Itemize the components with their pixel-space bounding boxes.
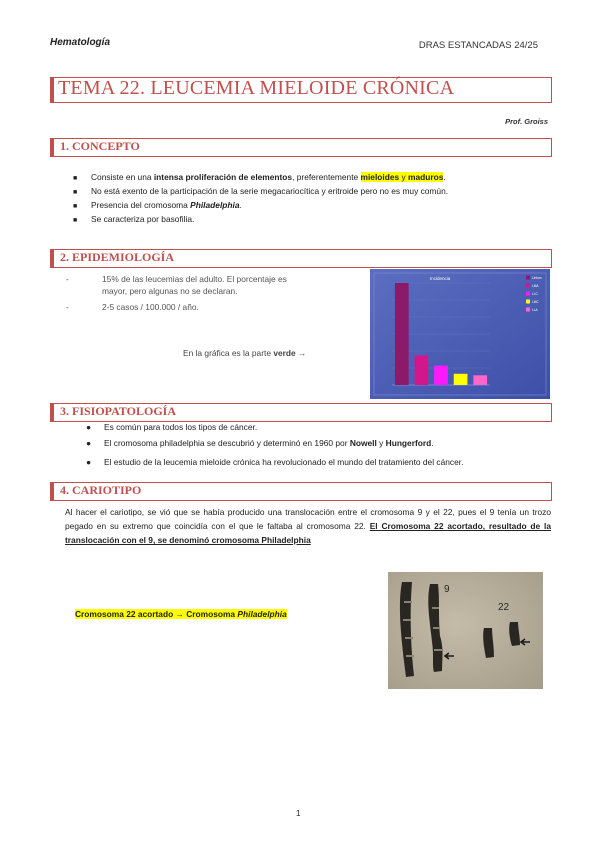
label-9: 9: [444, 584, 450, 595]
dash-marker: -: [66, 302, 69, 312]
bullet-square: ■: [73, 217, 78, 224]
course-header: DRAS ESTANCADAS 24/25: [418, 40, 538, 51]
section-1-heading: 1. CONCEPTO: [60, 139, 140, 153]
legend-swatch-1: [526, 276, 530, 280]
legend-swatch-4: [526, 300, 530, 304]
fisiopatologia-bullet-3: El estudio de la leucemia mieloide crónica ha revolucionado el mundo del tratamiento del cáncer.: [104, 457, 464, 467]
epidemiologia-bullet-1a: 15% de las leucemias del adulto. El porcentaje es: [102, 274, 287, 284]
fisiopatologia-bullet-1: Es común para todos los tipos de cáncer.: [104, 422, 258, 432]
chart-bar-1: [395, 283, 409, 385]
legend-label-3: LLC: [532, 292, 538, 296]
subject-header: Hematología: [50, 37, 111, 48]
page-number: 1: [296, 809, 301, 818]
concepto-bullet-4: Se caracteriza por basofilia.: [91, 214, 195, 224]
chart-note: En la gráfica es la parte verde →: [183, 348, 307, 358]
legend-swatch-5: [526, 308, 530, 312]
concepto-bullet-2: No está exento de la participación de la serie megacariocítica y eritroide pero no es muy común.: [91, 186, 449, 196]
section-4-heading: 4. CARIOTIPO: [60, 483, 142, 497]
fisiopatologia-bullet-2: El cromosoma philadelphia se descubrió y determinó en 1960 por Nowell y Hungerford.: [104, 438, 434, 448]
bullet-dot: ●: [86, 457, 92, 467]
bullet-square: ■: [73, 189, 78, 196]
dash-marker: -: [66, 274, 69, 284]
cariotipo-paragraph: Al hacer el cariotipo, se vió que se había producido una translocación entre el cromosoma 9 y el 22, pues el 9 tenía un trozo pegado en su extremo que coincidía con el que le faltaba al cromosoma 22. El Cromosoma 22 acortado, resultado de la translocación con el 9, se denominó cromosoma Philadelphia: [65, 507, 551, 545]
chromosome-caption: Cromosoma 22 acortado → Cromosoma Philadelphia: [75, 609, 287, 619]
legend-label-1: Linfom: [532, 276, 542, 280]
section-3-heading: 3. FISIOPATOLOGÍA: [60, 404, 177, 418]
section-2-heading: 2. EPIDEMIOLOGÍA: [60, 250, 175, 264]
label-22: 22: [498, 602, 510, 613]
author: Prof. Groiss: [505, 117, 548, 126]
bullet-dot: ●: [86, 422, 92, 432]
epidemiologia-bullet-1b: mayor, pero algunas no se declaran.: [102, 286, 238, 296]
legend-label-5: LLA: [532, 308, 538, 312]
karyotype-photo: [388, 572, 543, 689]
chart-bar-3: [434, 366, 448, 385]
page-title: TEMA 22. LEUCEMIA MIELOIDE CRÓNICA: [58, 77, 455, 99]
bullet-square: ■: [73, 175, 78, 182]
incidence-chart: [370, 269, 550, 399]
chart-bar-2: [415, 355, 429, 385]
chart-bar-5: [473, 375, 487, 385]
chart-title: Incidencia: [430, 276, 451, 281]
chart-bar-4: [454, 374, 468, 385]
concepto-bullet-3: Presencia del cromosoma Philadelphia.: [91, 200, 242, 210]
bullet-square: ■: [73, 203, 78, 210]
epidemiologia-bullet-2: 2-5 casos / 100.000 / año.: [102, 302, 199, 312]
bullet-dot: ●: [86, 438, 92, 448]
legend-label-2: LMA: [532, 284, 539, 288]
legend-swatch-2: [526, 284, 530, 288]
concepto-bullet-1: Consiste en una intensa proliferación de elementos, preferentemente mieloides y maduros.: [91, 172, 446, 182]
legend-label-4: LMC: [532, 300, 539, 304]
legend-swatch-3: [526, 292, 530, 296]
